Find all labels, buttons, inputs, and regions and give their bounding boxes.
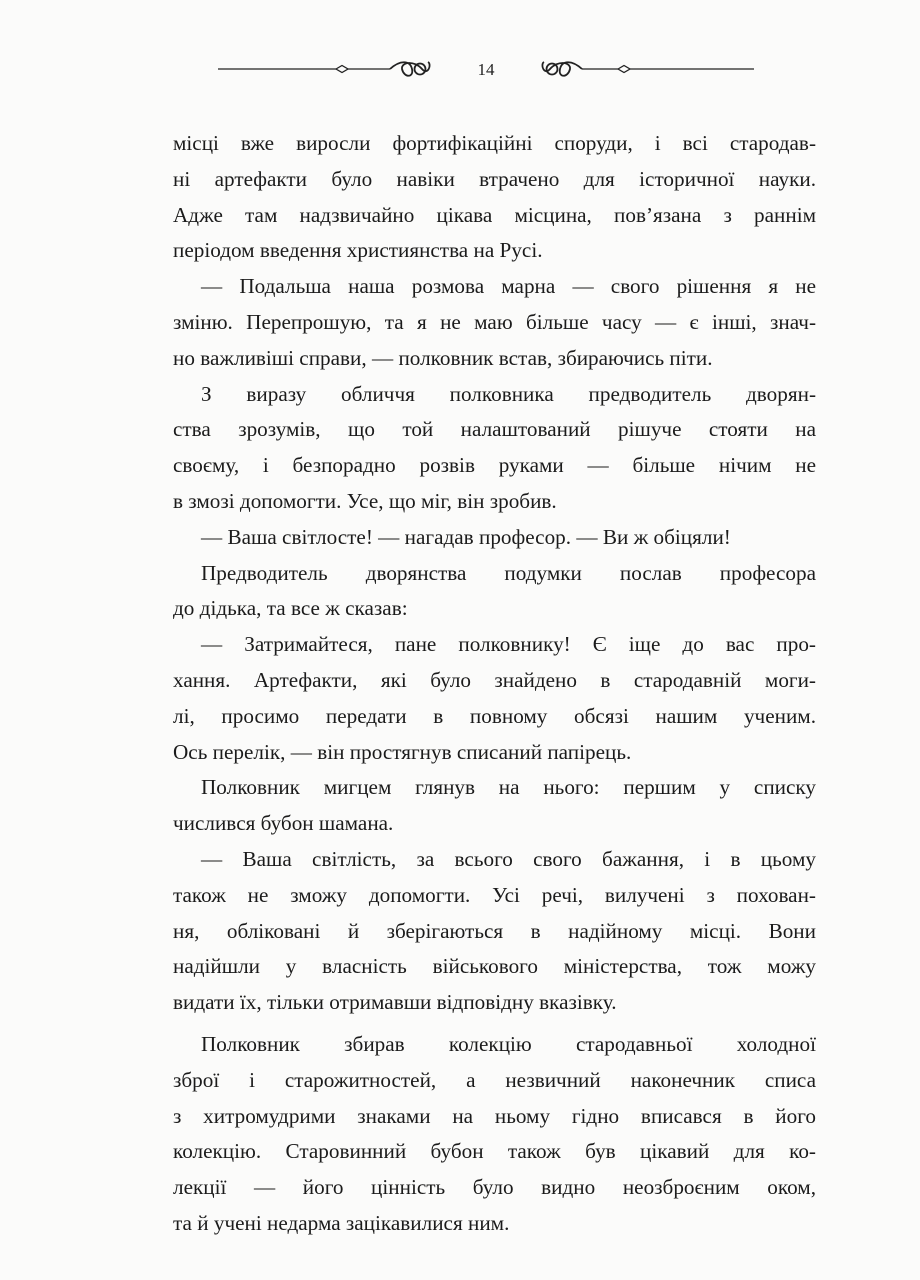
page-number: 14 [477, 60, 495, 79]
text-line: своєму, і безпорадно розвів руками — більше нічим не [173, 453, 816, 478]
text-line: ства зрозумів, що той налаштований рішуче стояти на [173, 417, 816, 442]
text-line: з хитромудрими знаками на ньому гідно вписався в його [173, 1103, 816, 1128]
text-line: зброї і старожитностей, а незвичний наконечник списа [173, 1067, 816, 1092]
text-line: Ось перелік, — він простягнув списаний папірець. [173, 739, 632, 764]
text-line: лі, просимо передати в повному обсязі нашим ученим. [173, 703, 816, 728]
text-line: Полковник мигцем глянув на нього: першим у списку [201, 775, 816, 800]
text-line: — Ваша світлосте! — нагадав професор. — Ви ж обіцяли! [201, 524, 731, 549]
text-line: но важливіші справи, — полковник встав, збираючись піти. [173, 345, 713, 370]
text-line: в змозі допомогти. Усе, що міг, він зробив. [173, 488, 557, 513]
text-line: зміню. Перепрошую, та я не маю більше часу — є інші, знач- [173, 309, 816, 334]
text-line: також не зможу допомогти. Усі речі, вилучені з похован- [173, 882, 816, 907]
text-line: — Затримайтеся, пане полковнику! Є іще до вас про- [201, 632, 816, 657]
text-line: ня, обліковані й зберігаються в надійному місці. Вони [173, 918, 816, 943]
text-line: надійшли у власність військового міністерства, тож можу [173, 954, 816, 979]
text-line: до дідька, та все ж сказав: [173, 596, 408, 621]
body-text [173, 126, 816, 1242]
text-line: лекції — його цінність було видно неозброєним оком, [173, 1175, 816, 1200]
text-line: числився бубон шамана. [173, 811, 394, 836]
text-line: місці вже виросли фортифікаційні споруди, і всі стародав- [173, 131, 816, 155]
text-line: Адже там надзвичайно цікава місцина, пов’язана з раннім [173, 202, 816, 227]
text-line: Предводитель дворянства подумки послав професора [201, 560, 816, 585]
page-header [218, 52, 754, 88]
text-line: З виразу обличчя полковника предводитель дворян- [201, 381, 816, 406]
text-line: та й учені недарма зацікавилися ним. [173, 1210, 510, 1235]
text-line: періодом введення християнства на Русі. [173, 238, 543, 263]
text-line: хання. Артефакти, які було знайдено в стародавній моги- [173, 667, 816, 692]
text-line: Полковник збирав колекцію стародавньої холодної [201, 1031, 816, 1056]
text-line: — Подальша наша розмова марна — свого рішення я не [201, 274, 816, 299]
text-line: видати їх, тільки отримавши відповідну вказівку. [173, 990, 617, 1015]
text-line: — Ваша світлість, за всього свого бажання, і в цьому [201, 846, 816, 871]
text-line: ні артефакти було навіки втрачено для історичної науки. [173, 166, 816, 191]
text-line: колекцію. Старовинний бубон також був цікавий для ко- [173, 1139, 816, 1164]
